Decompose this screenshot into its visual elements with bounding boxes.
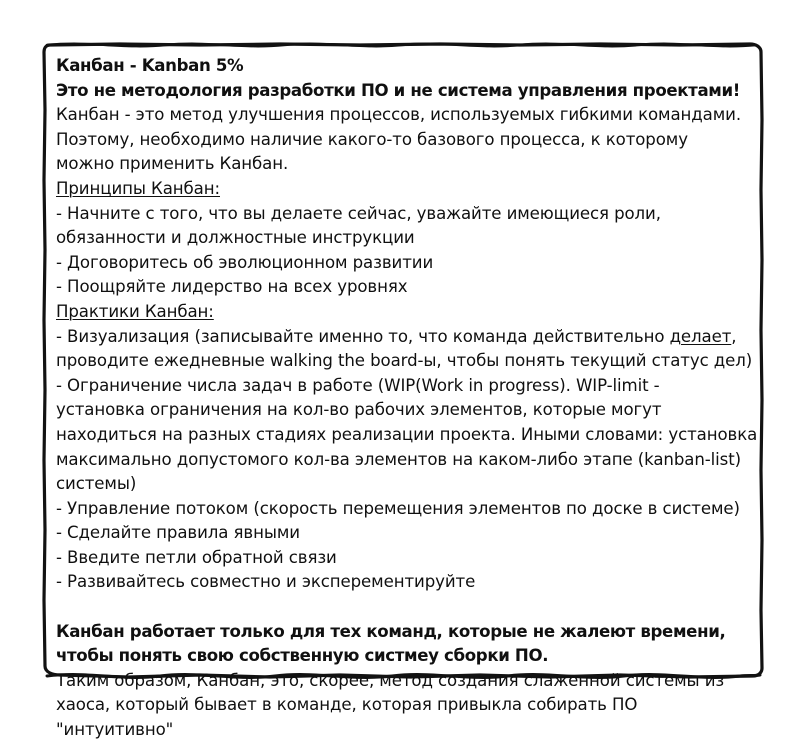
practice-line-2: проводите ежедневные walking the board-ы, чтобы понять текущий статус дел) [56, 351, 753, 371]
intro-line-2: Поэтому, необходимо наличие какого-то базового процесса, к которому [56, 129, 688, 149]
practice-line-1-emphasis: делает [669, 326, 732, 346]
principle-line-2: обязанности и должностные инструкции [56, 228, 415, 248]
closing-line-2: хаоса, который бывает в команде, которая привыкла собирать ПО [56, 695, 638, 715]
practice-line-9: - Сделайте правила явными [56, 523, 300, 543]
note-title: Канбан - Kanban 5% [56, 56, 244, 75]
practice-line-4: установка ограничения на кол-во рабочих элементов, которые могут [56, 400, 662, 420]
practice-line-1-post: , [731, 326, 737, 346]
principle-line-1: - Начните с того, что вы делаете сейчас, уважайте имеющиеся роли, [56, 203, 661, 223]
practices-heading: Практики Канбан: [56, 301, 214, 321]
note-content [56, 54, 760, 743]
practice-line-5: находиться на разных стадиях реализации проекта. Иными словами: установка [56, 424, 758, 444]
practice-line-1-pre: - Визуализация (записывайте именно то, что команда действительно [56, 326, 670, 346]
practice-line-3: - Ограничение числа задач в работе (WIP(Work in progress). WIP-limit - [56, 375, 660, 395]
principles-heading: Принципы Канбан: [56, 178, 220, 198]
closing-line-3: "интуитивно" [56, 720, 174, 740]
practice-line-11: - Развивайтесь совместно и эксперементируйте [56, 572, 476, 592]
conclusion-line-2: чтобы понять свою собственную систмеу сборки ПО. [56, 646, 549, 666]
practice-line-6: максимально допустомого кол-ва элементов на каком-либо этапе (kanban-list) [56, 449, 742, 469]
practice-line-7: системы) [56, 474, 137, 494]
practice-line-1 [56, 325, 760, 350]
intro-line-1: Канбан - это метод улучшения процессов, используемых гибкими командами. [56, 105, 741, 125]
paragraph-spacer [56, 595, 760, 620]
intro-line-3: можно применить Канбан. [56, 154, 289, 174]
closing-line-1: Таким образом, Канбан, это, скорее, метод создания слаженной системы из [56, 670, 725, 690]
practice-line-8: - Управление потоком (скорость перемещения элементов по доске в системе) [56, 498, 740, 518]
principle-line-4: - Поощряйте лидерство на всех уровнях [56, 277, 408, 297]
principle-line-3: - Договоритесь об эволюционном развитии [56, 252, 434, 272]
practice-line-10: - Введите петли обратной связи [56, 547, 337, 567]
conclusion-line-1: Канбан работает только для тех команд, которые не жалеют времени, [56, 621, 726, 641]
note-lead-statement: Это не методология разработки ПО и не система управления проектами! [56, 80, 741, 100]
